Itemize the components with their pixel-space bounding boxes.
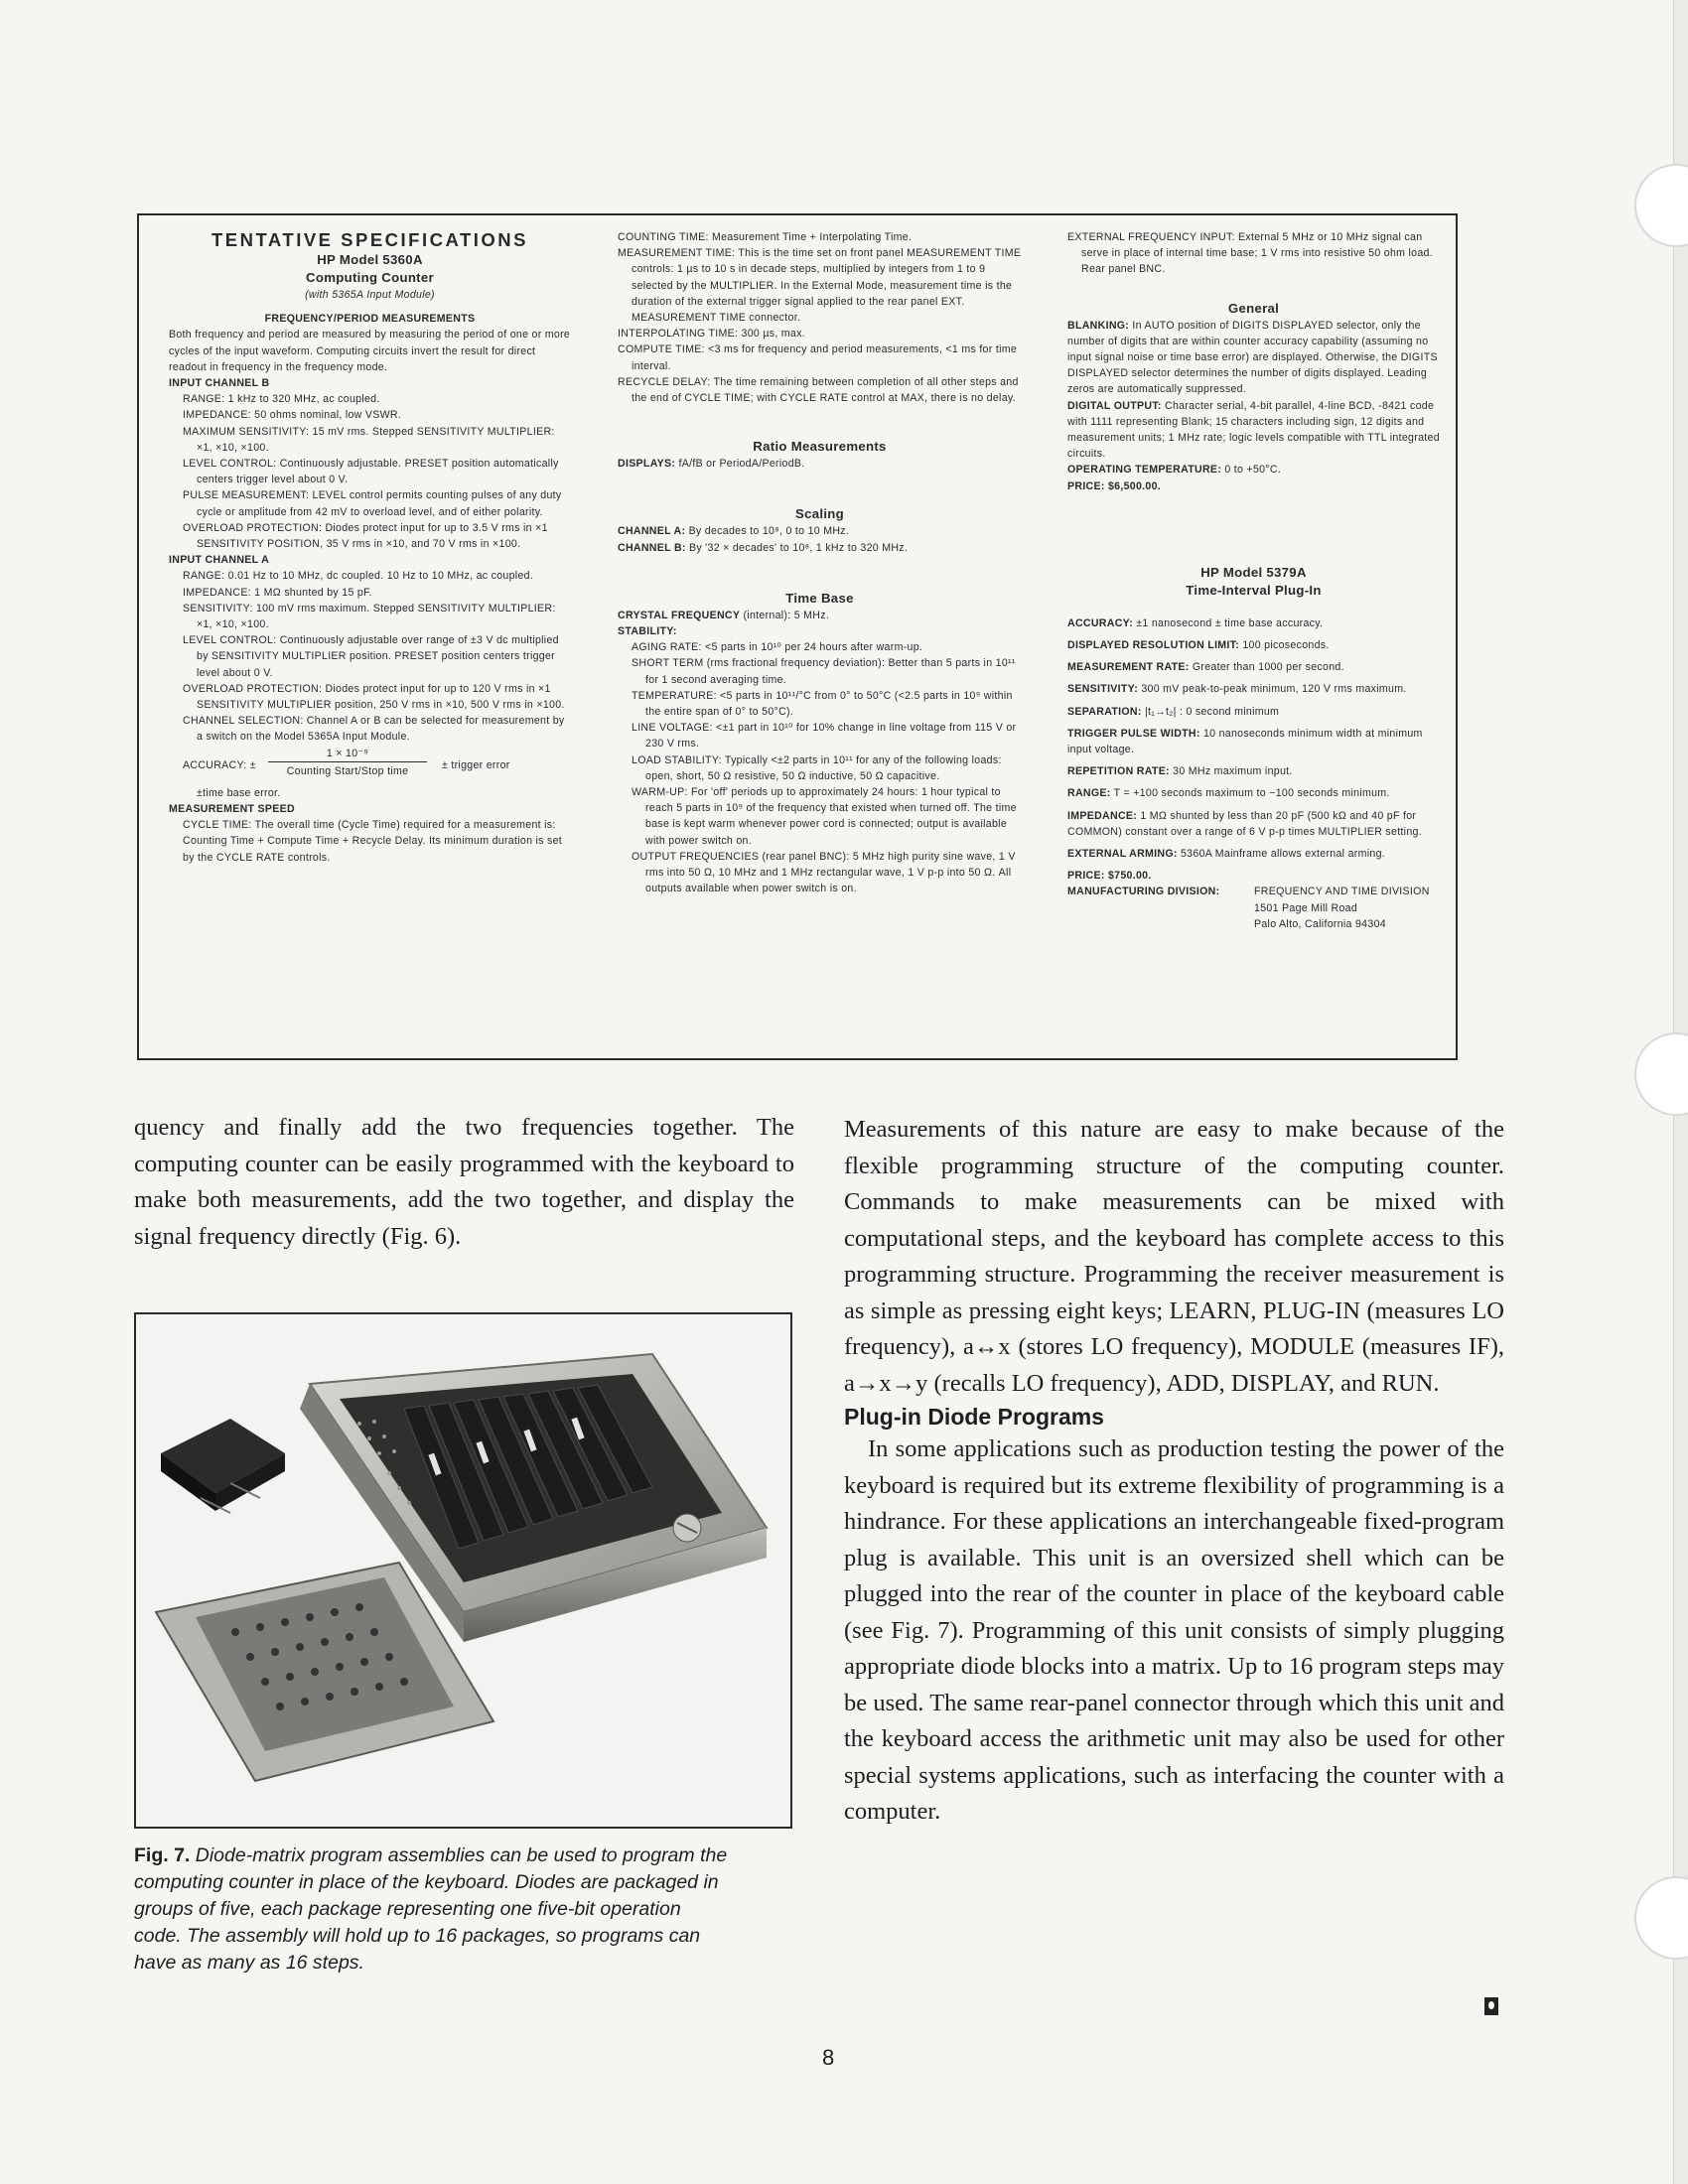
spec-item: INTERPOLATING TIME: 300 µs, max. [618,328,805,341]
stability-specs [618,639,1022,896]
spec-item: TEMPERATURE: <5 parts in 10¹¹/°C from 0° to 50°C (<2.5 parts in 10⁹ within the entire span of 0° to 50°C). [632,689,1013,719]
spec-label: CHANNEL A: [618,525,686,538]
section-heading: Time Base [785,590,854,606]
section-heading: Ratio Measurements [753,439,887,455]
spec-label: TRIGGER PULSE WIDTH: [1067,727,1200,740]
spec-item: COMPUTE TIME: <3 ms for frequency and period measurements, <1 ms for time interval. [618,343,1018,372]
model-subtitle-note: (with 5365A Input Module) [305,289,435,301]
spec-item: RANGE: 1 kHz to 320 MHz, ac coupled. [183,393,380,406]
spec-label: IMPEDANCE: [1067,809,1138,822]
left-column-text [134,1110,794,1255]
spec-label: RANGE: [1067,787,1111,800]
figure-7-photo [134,1312,792,1829]
spec-item: CHANNEL SELECTION: Channel A or B can be selected for measurement by a switch on the Model 5365A Input Module. [183,715,565,744]
spec-label: BLANKING: [1067,319,1130,332]
spec-paragraph [618,540,1022,556]
spec-paragraph [618,608,1022,623]
spec-column-1 [169,229,571,866]
model-subtitle: Time-Interval Plug-In [1186,582,1322,598]
accuracy-tail: ±time base error. [197,786,281,799]
spec-item: WARM-UP: For 'off' periods up to approximately 24 hours: 1 hour typical to reach 5 parts in 10⁹ of the frequency that existed when turned off. The time base is kept warm whenever power cord is connected; output is available with power switch on. [632,786,1017,847]
spec-item: IMPEDANCE: 50 ohms nominal, low VSWR. [183,409,402,422]
spec-value: ±1 nanosecond ± time base accuracy. [1133,616,1324,629]
spec-item: IMPEDANCE: 1 MΩ shunted by 15 pF. [183,586,372,599]
spec-paragraph [1067,398,1440,463]
spec-item [1067,615,1440,631]
page-number: 8 [822,2045,835,2070]
mfg-line: Palo Alto, California 94304 [1254,917,1386,930]
section-heading: INPUT CHANNEL A [169,554,270,567]
spec-item: LOAD STABILITY: Typically <±2 parts in 10¹¹ for any of the following loads: open, short, 50 Ω resistive, 50 Ω inductive, 50 Ω capacitive. [632,753,1002,782]
spec-item [1067,763,1440,779]
spec-item [1067,681,1440,697]
spec-item: RECYCLE DELAY: The time remaining between completion of all other steps and the end of CYCLE TIME; with CYCLE RATE control at MAX, there is no delay. [618,375,1019,405]
spec-item [1067,704,1440,720]
spec-value: 0 to +50°C. [1221,464,1282,477]
spec-item: OVERLOAD PROTECTION: Diodes protect input for up to 120 V rms in ×1 SENSITIVITY MULTIPLIER position, 250 V rms in ×10, 500 V rms in ×100. [183,682,565,712]
spec-item: SENSITIVITY: 100 mV rms maximum. Stepped SENSITIVITY MULTIPLIER: ×1, ×10, ×100. [183,602,556,631]
spec-value: (internal): 5 MHz. [740,609,830,621]
model-heading: HP Model 5360A [317,252,423,267]
timing-specs [618,229,1022,406]
spec-item [1067,785,1440,801]
spec-value: By decades to 10⁸, 0 to 10 MHz. [685,525,850,538]
spec-item [1067,846,1440,862]
spec-label: CHANNEL B: [618,541,686,554]
time-interval-specs [1067,615,1440,862]
spec-item: OVERLOAD PROTECTION: Diodes protect input for up to 3.5 V rms in ×1 SENSITIVITY POSITION, 35 V rms in ×10, and 70 V rms in ×100. [183,521,548,551]
spec-value: Greater than 1000 per second. [1189,661,1344,674]
section-heading: General [1227,300,1280,316]
spec-label: CRYSTAL FREQUENCY [618,609,741,621]
spec-label: ACCURACY: [1067,616,1134,629]
spec-value: 10 nanoseconds minimum width at minimum input voltage. [1067,727,1423,756]
section-heading: MEASUREMENT SPEED [169,802,295,815]
section-heading: Scaling [794,506,844,522]
spec-value: 30 MHz maximum input. [1169,765,1293,778]
spec-value: By '32 × decades' to 10⁸, 1 kHz to 320 MHz. [685,541,909,554]
spec-paragraph [618,456,1022,472]
body-paragraph: Measurements of this nature are easy to make because of the flexible programming structure of the computing counter. Commands to make measurements can be mixed with computational steps, and the keyboard has complete access to this programming structure. Programming the receiver measurement is as simple as pressing eight keys; LEARN, PLUG-IN (measures LO frequency), a↔x (stores LO frequency), MODULE (measures IF), a→x→y (recalls LO frequency), ADD, DISPLAY, and RUN. [844,1116,1504,1397]
spec-item: LEVEL CONTROL: Continuously adjustable. PRESET position automatically centers trigger level about 0 V. [183,458,559,486]
spec-item: MAXIMUM SENSITIVITY: 15 mV rms. Stepped SENSITIVITY MULTIPLIER: ×1, ×10, ×100. [183,425,555,454]
specifications-box [137,213,1458,1060]
spec-label: OPERATING TEMPERATURE: [1067,464,1222,477]
spec-item [1067,808,1440,840]
spec-title: TENTATIVE SPECIFICATIONS [211,229,528,250]
spec-value: 5360A Mainframe allows external arming. [1177,848,1386,861]
spec-label: SEPARATION: [1067,705,1142,718]
spec-item [1067,726,1440,757]
price: PRICE: $750.00. [1067,870,1152,883]
accuracy-suffix: ± trigger error [442,758,510,771]
spec-item [1067,659,1440,675]
spec-paragraph [1067,318,1440,398]
spec-value: |t₁→t₂| : 0 second minimum [1141,705,1280,718]
accuracy-formula [169,746,571,785]
spec-paragraph: EXTERNAL FREQUENCY INPUT: External 5 MHz or 10 MHz signal can serve in place of internal time base; 1 V rms into resistive 50 ohm load. Rear panel BNC. [1067,231,1433,276]
diode-matrix-assembly-illustration [136,1314,792,1829]
figure-caption [134,1843,730,1977]
channel-b-specs [169,391,571,552]
spec-item: MEASUREMENT TIME: This is the time set on front panel MEASUREMENT TIME controls: 1 µs to 10 s in decade steps, multiplied by integers from 1 to 9 selected by the MULTIPLIER. In the External Mode, measurement time is the duration of the external trigger signal applied to the rear panel EXT. MEASUREMENT TIME connector. [618,247,1022,325]
end-of-article-icon [1484,1997,1498,2015]
mfg-address [1254,884,1430,932]
spec-item: AGING RATE: <5 parts in 10¹⁰ per 24 hours after warm-up. [632,641,923,654]
spec-item: RANGE: 0.01 Hz to 10 MHz, dc coupled. 10 Hz to 10 MHz, ac coupled. [183,570,534,583]
model-subtitle: Computing Counter [306,270,434,285]
spec-paragraph [618,523,1022,539]
spec-item: PULSE MEASUREMENT: LEVEL control permits counting pulses of any duty cycle or amplitude from 42 mV to overload level, and of either polarity. [183,489,562,518]
spec-value: Character serial, 4-bit parallel, 4-line BCD, -8421 code with 1111 representing Blank; 15 characters including sign, 12 digits and measurement units; 1 MHz rate; logic levels compatible with TTL integrated circuits. [1067,399,1440,461]
spec-item [1067,637,1440,653]
spec-label: STABILITY: [618,625,677,638]
spec-label: MEASUREMENT RATE: [1067,661,1190,674]
mfg-line: FREQUENCY AND TIME DIVISION [1254,886,1430,898]
spec-label: DISPLAYS: [618,458,676,471]
spec-column-2 [618,229,1022,897]
spec-paragraph: CYCLE TIME: The overall time (Cycle Time) required for a measurement is: Counting Time + Compute Time + Recycle Delay. Its minimum duration is set by the CYCLE RATE controls. [183,819,563,864]
spec-value: 100 picoseconds. [1239,639,1330,652]
spec-label: SENSITIVITY: [1067,683,1139,696]
section-heading: Plug-in Diode Programs [844,1404,1104,1430]
spec-value: 1 MΩ shunted by less than 20 pF (500 kΩ and 40 pF for COMMON) constant over a range of 6 V p-p times MULTIPLIER setting. [1067,809,1422,838]
section-heading: INPUT CHANNEL B [169,377,270,390]
mfg-line: 1501 Page Mill Road [1254,901,1358,914]
spec-paragraph: Both frequency and period are measured by measuring the period of one or more cycles of the input waveform. Computing circuits invert the result for direct readout in frequency in the frequency mode. [169,329,571,373]
spec-label: DIGITAL OUTPUT: [1067,399,1162,412]
spec-item: LEVEL CONTROL: Continuously adjustable over range of ±3 V dc multiplied by SENSITIVITY MULTIPLIER position. PRESET position centers trigger level about 0 V. [183,634,559,679]
spec-value: In AUTO position of DIGITS DISPLAYED selector, only the number of digits that are within counter accuracy capability (assuming no input signal noise or time base error) are displayed. Otherwise, the DIGITS DISPLAYED selector determines the number of digits displayed. Leading zeros are automatically suppressed. [1067,319,1438,396]
spec-item: COUNTING TIME: Measurement Time + Interpolating Time. [618,231,913,243]
channel-a-specs [169,568,571,745]
spec-item: OUTPUT FREQUENCIES (rear panel BNC): 5 MHz high purity sine wave, 1 V rms into 50 Ω, 10 MHz and 1 MHz rectangular wave, 1 V p-p into 50 Ω. All outputs available when power switch is on. [632,850,1016,895]
body-paragraph: In some applications such as production testing the power of the keyboard is required but its extreme flexibility of programming is a hindrance. For these applications an interchangeable fixed-program plug is available. This unit is an oversized shell which can be plugged into the rear of the counter in place of the keyboard cable (see Fig. 7). Programming of this unit consists of simply plugging appropriate diode blocks into a matrix. Up to 16 program steps may be used. The same rear-panel connector through which this unit and the keyboard access the arithmetic unit may also be used for other special systems applications, such as interfacing the counter with a computer. [844,1435,1504,1825]
accuracy-numerator: 1 × 10⁻⁹ [326,747,369,759]
model-heading: HP Model 5379A [1200,564,1307,580]
price: PRICE: $6,500.00. [1067,479,1162,492]
caption-text: Diode-matrix program assemblies can be used to program the computing counter in place of the keyboard. Diodes are packaged in groups of five, each package representing one five-bit operation code. The assembly will hold up to 16 packages, so programs can have as many as 16 steps. [134,1844,728,1974]
binder-hole [1634,1032,1688,1116]
right-column-text [844,1112,1504,1831]
spec-label: DISPLAYED RESOLUTION LIMIT: [1067,639,1240,652]
spec-column-3 [1067,229,1440,930]
binder-hole [1634,164,1688,247]
figure-label: Fig. 7. [134,1844,191,1866]
accuracy-denominator: Counting Start/Stop time [286,764,409,777]
spec-value: fA/fB or PeriodA/PeriodB. [675,458,805,471]
spec-paragraph [1067,462,1440,478]
fraction-bar [268,761,427,762]
spec-label: MANUFACTURING DIVISION: [1067,886,1220,898]
spec-value: T = +100 seconds maximum to −100 seconds minimum. [1110,787,1390,800]
spec-item: LINE VOLTAGE: <±1 part in 10¹⁰ for 10% change in line voltage from 115 V or 230 V rms. [632,722,1017,751]
spec-label: EXTERNAL ARMING: [1067,848,1178,861]
spec-item: SHORT TERM (rms fractional frequency deviation): Better than 5 parts in 10¹¹ for 1 second averaging time. [632,657,1016,686]
binder-hole [1634,1876,1688,1960]
section-heading: FREQUENCY/PERIOD MEASUREMENTS [264,313,476,326]
accuracy-label: ACCURACY: ± [183,758,256,771]
spec-value: 300 mV peak-to-peak minimum, 120 V rms maximum. [1138,683,1407,696]
spec-label: REPETITION RATE: [1067,765,1170,778]
body-paragraph: quency and finally add the two frequencies together. The computing counter can be easily programmed with the keyboard to make both measurements, add the two together, and display the signal frequency directly (Fig. 6). [134,1114,794,1250]
manufacturing-division [1067,884,1440,930]
